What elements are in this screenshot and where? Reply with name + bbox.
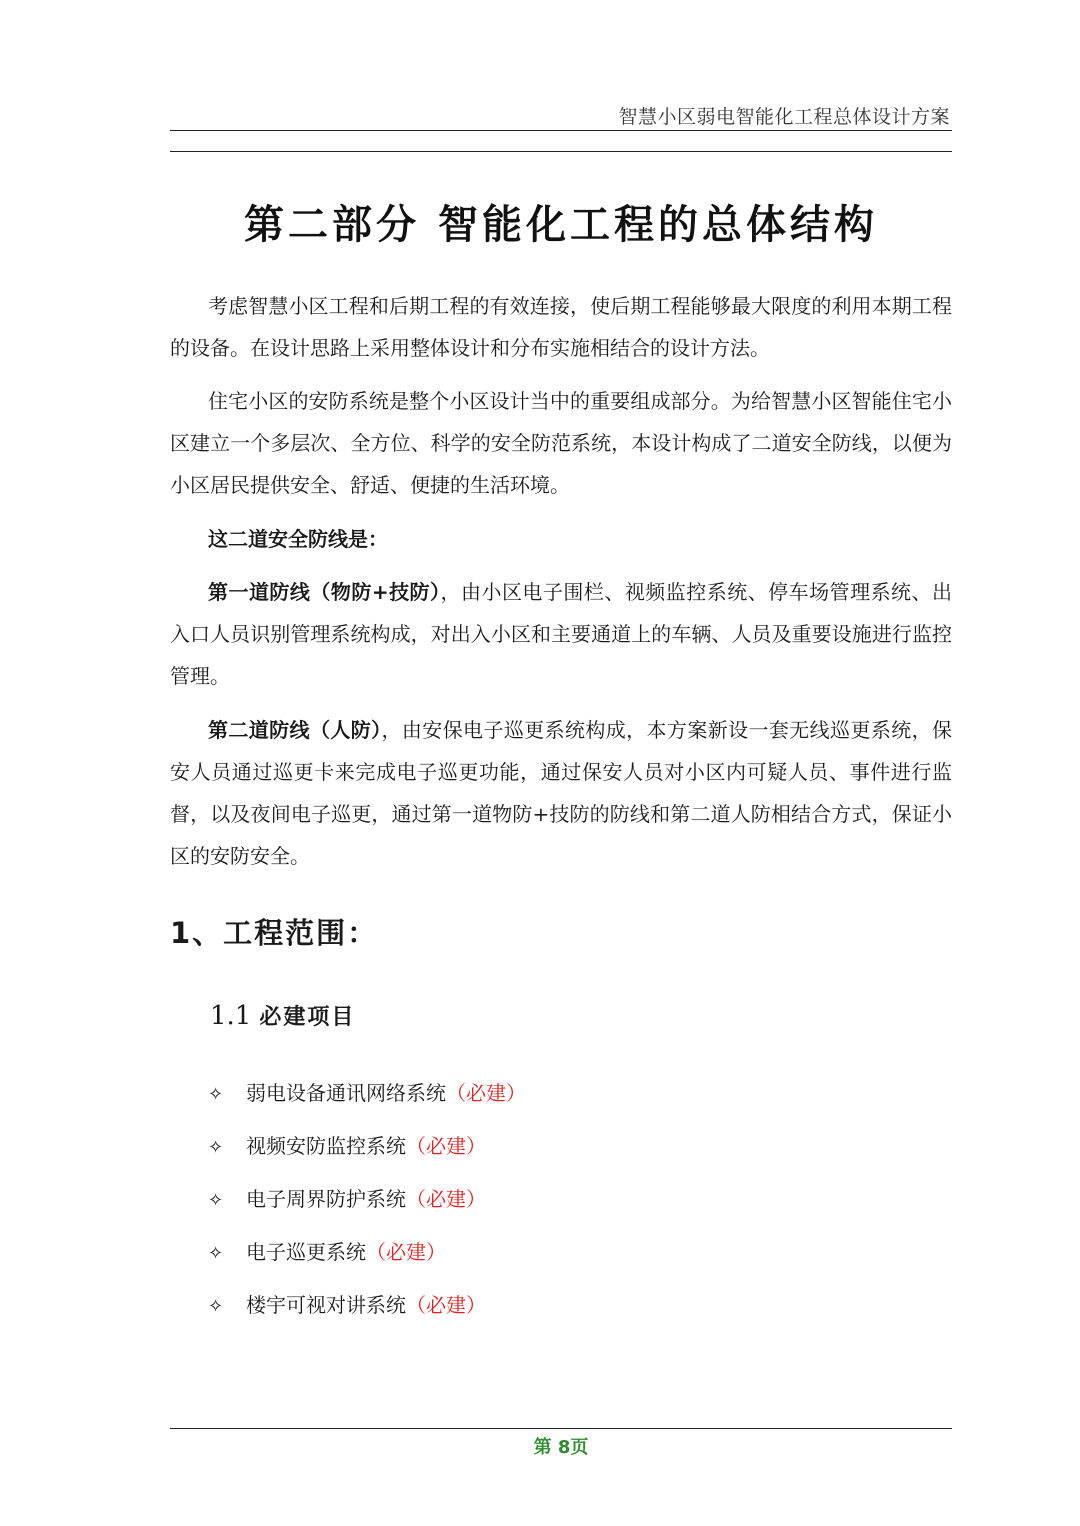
header-rule-secondary [170,151,952,152]
required-tag: （必建） [406,1293,486,1317]
required-items-list [208,1073,526,1338]
required-tag: （必建） [446,1081,526,1105]
section-heading-scope: 1、工程范围： [170,916,379,950]
paragraph-defense-lines-lead: 这二道安全防线是： [208,527,388,551]
second-defense-line-label: 第二道防线（人防） [208,718,382,742]
diamond-bullet-icon: ✧ [208,1084,224,1105]
required-tag: （必建） [366,1240,446,1264]
paragraph-first-defense-line [170,571,952,697]
subsection-number: 1.1 [210,1001,252,1031]
second-defense-line-text: ，由安保电子巡更系统构成，本方案新设一套无线巡更系统，保安人员通过巡更卡来完成电子巡更功能，通过保安人员对小区内可疑人员、事件进行监督，以及夜间电子巡更，通过第一道物防+技防的防线和第二道人防相结合方式，保证小区的安防安全。 [170,718,952,868]
list-item [208,1232,526,1285]
paragraph-security-overview: 住宅小区的安防系统是整个小区设计当中的重要组成部分。为给智慧小区智能住宅小区建立一个多层次、全方位、科学的安全防范系统，本设计构成了二道安全防线，以便为小区居民提供安全、舒适、便捷的生活环境。 [170,389,952,497]
required-tag: （必建） [406,1134,486,1158]
list-item [208,1073,526,1126]
list-item-name: 弱电设备通讯网络系统 [246,1081,446,1105]
diamond-bullet-icon: ✧ [208,1296,224,1317]
subsection-heading-required [210,1000,355,1031]
paragraph-second-defense-line [170,709,952,877]
footer-rule [170,1428,952,1429]
first-defense-line-label: 第一道防线（物防+技防） [208,580,441,604]
diamond-bullet-icon: ✧ [208,1137,224,1158]
list-item-name: 电子周界防护系统 [246,1187,406,1211]
subsection-title: 必建项目 [259,1005,356,1030]
paragraph-intro: 考虑智慧小区工程和后期工程的有效连接，使后期工程能够最大限度的利用本期工程的设备。在设计思路上采用整体设计和分布实施相结合的设计方法。 [170,294,952,360]
page-number: 第 8页 [533,1437,589,1458]
list-item-name: 楼宇可视对讲系统 [246,1293,406,1317]
diamond-bullet-icon: ✧ [208,1190,224,1211]
list-item-name: 电子巡更系统 [246,1240,366,1264]
first-defense-line-text: ，由小区电子围栏、视频监控系统、停车场管理系统、出入口人员识别管理系统构成，对出入小区和主要通道上的车辆、人员及重要设施进行监控管理。 [170,580,953,688]
list-item-name: 视频安防监控系统 [246,1134,406,1158]
list-item [208,1126,526,1179]
part-title: 第二部分 智能化工程的总体结构 [244,202,878,248]
header-rule [170,130,952,131]
diamond-bullet-icon: ✧ [208,1243,224,1264]
list-item [208,1179,526,1232]
running-header: 智慧小区弱电智能化工程总体设计方案 [618,106,950,128]
list-item [208,1285,526,1338]
required-tag: （必建） [406,1187,486,1211]
